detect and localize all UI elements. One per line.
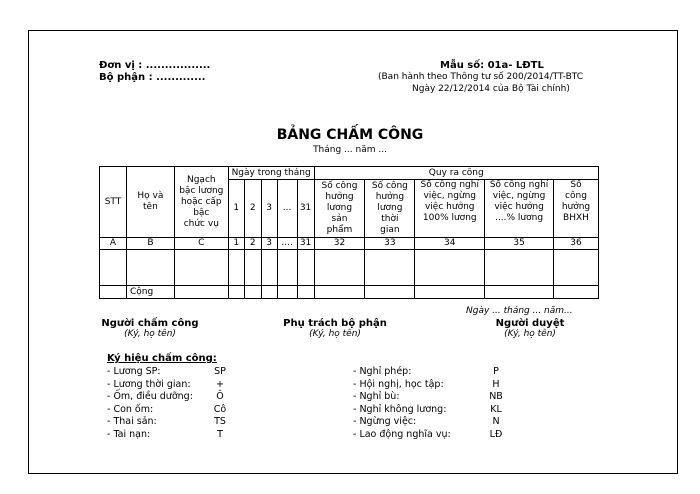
day-col-31: 31 — [297, 180, 314, 238]
symbol-code: LĐ — [489, 428, 503, 440]
symbol-label: - Lương thời gian: — [107, 378, 191, 390]
summary-header: Quy ra công — [314, 167, 598, 180]
signature-department-head: Phụ trách bộ phận (Ký, họ tên) — [283, 318, 387, 339]
sum-partial-pay-leave: Số công nghỉ việc, ngừng việc hưởng ....% lương — [485, 180, 554, 238]
index-row: A B C 1 2 3 .... 31 32 33 34 35 36 — [100, 238, 599, 250]
sum-product-wage: Số công hưởng lương sản phẩm — [314, 180, 365, 238]
symbol-code: Ô — [216, 391, 224, 402]
symbol-code: KL — [490, 403, 502, 415]
day-col-1: 1 — [228, 180, 244, 238]
symbol-label: - Nghỉ bù: — [353, 391, 400, 402]
signature-timekeeper: Người chấm công (Ký, họ tên) — [101, 318, 199, 339]
days-header: Ngày trong tháng — [228, 167, 314, 180]
department-label: Bộ phận : ............. — [99, 72, 206, 83]
symbol-code: P — [493, 366, 499, 377]
day-col-3: 3 — [261, 180, 277, 238]
symbol-label: - Lao động nghĩa vụ: — [353, 428, 451, 440]
unit-label: Đơn vị : ................. — [99, 60, 211, 71]
issued-line-1: (Ban hành theo Thông tư số 200/2014/TT-BTC — [378, 72, 584, 82]
page-subtitle: Tháng ... năm ... — [313, 145, 387, 155]
symbol-label: - Ốm, điều dưỡng: — [107, 391, 193, 402]
symbol-code: H — [492, 378, 500, 390]
symbol-label: - Hội nghị, học tập: — [353, 378, 444, 390]
sum-full-pay-leave: Số công nghỉ việc, ngừng việc hưởng 100% lương — [415, 180, 485, 238]
symbol-code: T — [217, 428, 223, 440]
name-header: Họ và tên — [126, 167, 174, 238]
stt-header: STT — [100, 167, 127, 238]
form-number: Mẫu số: 01a- LĐTL — [440, 60, 544, 71]
issued-line-2: Ngày 22/12/2014 của Bộ Tài chính) — [412, 84, 570, 94]
symbol-label: - Nghỉ phép: — [353, 366, 412, 377]
symbol-code: N — [492, 416, 500, 427]
symbol-label: - Thai sản: — [107, 416, 157, 427]
signature-approver: Người duyệt (Ký, họ tên) — [495, 318, 565, 339]
symbol-label: - Nghỉ không lương: — [353, 403, 447, 415]
timesheet-table — [99, 166, 599, 299]
symbol-label: - Ngừng việc: — [353, 416, 417, 427]
table-row — [100, 250, 599, 286]
symbol-label: - Lương SP: — [107, 366, 161, 377]
grade-header: Ngạch bậc lương hoặc cấp bậc chức vụ — [174, 167, 228, 238]
date-line: Ngày ... tháng ... năm... — [466, 306, 573, 316]
sum-insurance: Số công hưởng BHXH — [553, 180, 598, 238]
symbol-code: NB — [489, 391, 503, 402]
sum-time-wage: Số công hưởng lương thời gian — [365, 180, 415, 238]
day-col-2: 2 — [244, 180, 261, 238]
symbol-code: + — [216, 378, 224, 390]
day-col-ellipsis: ... — [277, 180, 297, 238]
symbol-label: - Tai nạn: — [107, 428, 151, 440]
symbol-code: TS — [214, 416, 226, 427]
total-row — [100, 286, 599, 299]
symbol-code: Cô — [213, 403, 227, 415]
page-title: BẢNG CHẤM CÔNG — [276, 127, 424, 143]
total-label: Cộng — [126, 286, 174, 299]
symbol-label: - Con ốm: — [107, 403, 154, 415]
symbols-heading: Ký hiệu chấm công: — [107, 353, 217, 364]
symbol-code: SP — [214, 366, 226, 377]
